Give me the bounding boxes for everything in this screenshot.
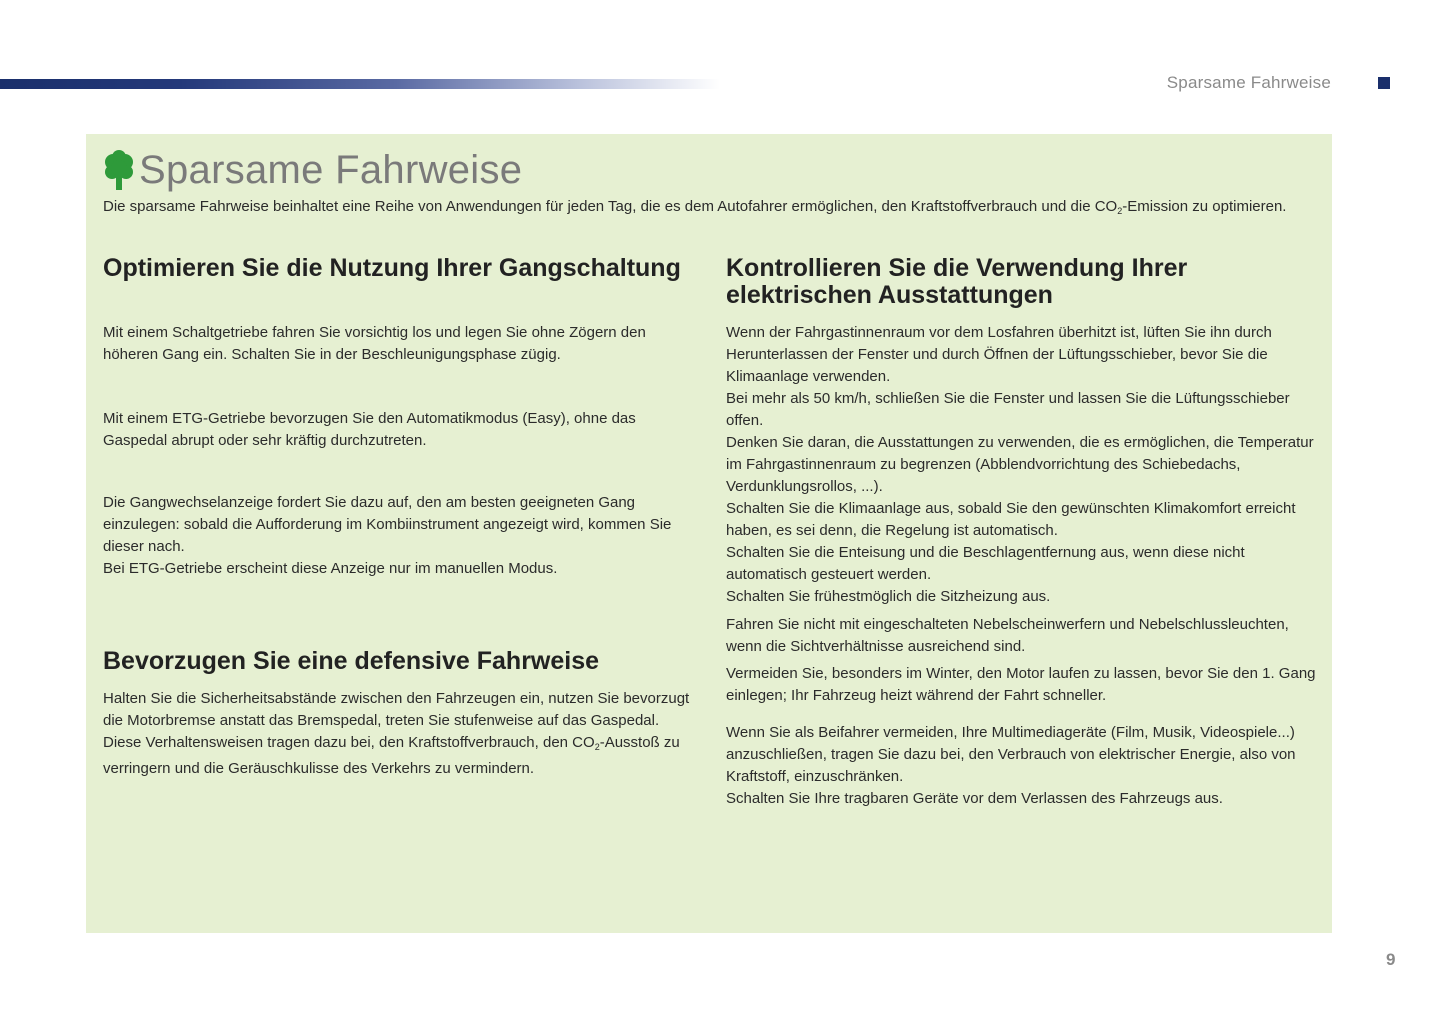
- paragraph-tragbare-geraete: Schalten Sie Ihre tragbaren Geräte vor dem Verlassen des Fahrzeugs aus.: [726, 790, 1223, 807]
- paragraph-gangwechselanzeige: Die Gangwechselanzeige fordert Sie dazu auf, den am besten geeigneten Gang einzulegen: sobald die Aufforderung im Kombiinstrument angezeigt wird, kommen Sie dieser nach.: [103, 494, 672, 555]
- paragraph-50kmh: Bei mehr als 50 km/h, schließen Sie die Fenster und lassen Sie die Lüftungsschieber offen.: [726, 390, 1290, 429]
- paragraph-etg-anzeige: Bei ETG-Getriebe erscheint diese Anzeige nur im manuellen Modus.: [103, 560, 558, 577]
- paragraph-nebelscheinwerfer: Fahren Sie nicht mit eingeschalteten Nebelscheinwerfern und Nebelschlussleuchten, wenn die Sichtverhältnisse ausreichend sind.: [726, 616, 1289, 655]
- left-section-2: [103, 648, 703, 675]
- intro-text: Die sparsame Fahrweise beinhaltet eine Reihe von Anwendungen für jeden Tag, die es dem Autofahrer ermöglichen, den Kraftstoffverbrauch und die $CO_2$-Emission zu optimieren.: [103, 198, 1287, 216]
- tree-icon: [103, 150, 135, 192]
- header-section-title: Sparsame Fahrweise: [1166, 73, 1331, 92]
- paragraph-winter: Vermeiden Sie, besonders im Winter, den Motor laufen zu lassen, bevor Sie den 1. Gang einlegen; Ihr Fahrzeug heizt während der Fahrt schneller.: [726, 665, 1316, 704]
- paragraph-sitzheizung: Schalten Sie frühestmöglich die Sitzheizung aus.: [726, 588, 1051, 605]
- paragraph-schaltgetriebe: Mit einem Schaltgetriebe fahren Sie vorsichtig los und legen Sie ohne Zögern den höheren Gang ein. Schalten Sie in der Beschleunigungsphase zügig.: [103, 324, 646, 363]
- heading-defensive-fahrweise: Bevorzugen Sie eine defensive Fahrweise: [103, 647, 600, 675]
- paragraph-klimaanlage: Schalten Sie die Klimaanlage aus, sobald Sie den gewünschten Klimakomfort erreicht haben, es sei denn, die Regelung ist automatisch.: [726, 500, 1296, 539]
- heading-elektrische-ausstattungen: Kontrollieren Sie die Verwendung Ihrer elektrischen Ausstattungen: [726, 254, 1188, 309]
- paragraph-multimedia: Wenn Sie als Beifahrer vermeiden, Ihre Multimediageräte (Film, Musik, Videospiele...) anzuschließen, tragen Sie dazu bei, den Verbrauch von elektrischer Energie, also von Kraftstoff, einzuschränken.: [726, 724, 1296, 785]
- header-square-marker: [1378, 77, 1390, 89]
- right-section: [726, 255, 1321, 309]
- paragraph-ueberhitzt: Wenn der Fahrgastinnenraum vor dem Losfahren überhitzt ist, lüften Sie ihn durch Herunterlassen der Fenster und durch Öffnen der Lüftungsschieber, bevor Sie die Klimaanlage verwenden.: [726, 324, 1272, 385]
- paragraph-enteisung: Schalten Sie die Enteisung und die Beschlagentfernung aus, wenn diese nicht automatisch gesteuert werden.: [726, 544, 1245, 583]
- heading-gangschaltung: Optimieren Sie die Nutzung Ihrer Gangschaltung: [103, 254, 681, 282]
- paragraph-defensive-fahrweise: Halten Sie die Sicherheitsabstände zwischen den Fahrzeugen ein, nutzen Sie bevorzugt die Motorbremse anstatt das Bremspedal, treten Sie stufenweise auf das Gaspedal. Diese Verhaltensweisen tragen dazu bei, den Kraftstoffverbrauch, den $CO_2$-Ausstoß zu verringern und die Geräuschkulisse des Verkehrs zu vermindern.: [103, 690, 690, 777]
- main-title: Sparsame Fahrweise: [139, 148, 523, 192]
- right-paragraph-group-1: [726, 322, 1321, 608]
- main-title-row: [103, 148, 522, 193]
- paragraph-etg-getriebe: Mit einem ETG-Getriebe bevorzugen Sie den Automatikmodus (Easy), ohne das Gaspedal abrupt oder sehr kräftig durchzutreten.: [103, 410, 636, 449]
- header-gradient-bar: [0, 79, 720, 89]
- left-section-1: [103, 255, 703, 282]
- paragraph-temperatur: Denken Sie daran, die Ausstattungen zu verwenden, die es ermöglichen, die Temperatur im Fahrgastinnenraum zu begrenzen (Abblendvorrichtung des Schiebedachs, Verdunklungsrollos, ...).: [726, 434, 1314, 495]
- page-number: 9: [1386, 950, 1396, 969]
